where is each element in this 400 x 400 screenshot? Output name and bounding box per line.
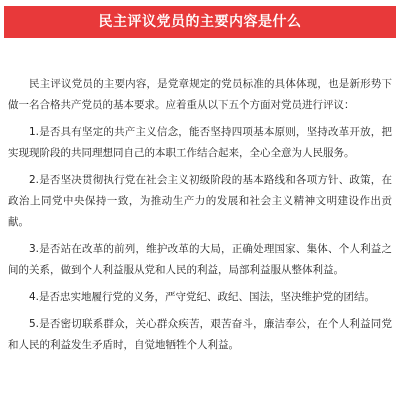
list-item-5: 5.是否密切联系群众，关心群众疾苦，艰苦奋斗，廉洁奉公，在个人利益同党和人民的利益发生矛盾时，自觉地牺牲个人利益。 — [8, 318, 392, 351]
list-item-1: 1.是否具有坚定的共产主义信念，能否坚持四项基本原则，坚持改革开放，把实现现阶段的共同理想同自己的本职工作结合起来，全心全意为人民服务。 — [8, 126, 392, 159]
article-body — [4, 38, 396, 356]
list-item-2: 2.是否坚决贯彻执行党在社会主义初级阶段的基本路线和各项方针、政策，在政治上同党中央保持一致，为推动生产力的发展和社会主义精神文明建设作出贡献。 — [8, 174, 392, 228]
page-title: 民主评议党员的主要内容是什么 — [98, 14, 302, 30]
title-banner — [4, 6, 396, 38]
list-item-4: 4.是否忠实地履行党的义务，严守党纪、政纪、国法，坚决维护党的团结。 — [29, 291, 376, 303]
intro-paragraph: 民主评议党员的主要内容，是党章规定的党员标准的具体体现，也是新形势下做一名合格共产党员的基本要求。应着重从以下五个方面对党员进行评议： — [8, 78, 392, 111]
list-item-3: 3.是否站在改革的前列，维护改革的大局，正确处理国家、集体、个人利益之间的关系，做到个人利益服从党和人民的利益，局部利益服从整体利益。 — [8, 243, 392, 276]
